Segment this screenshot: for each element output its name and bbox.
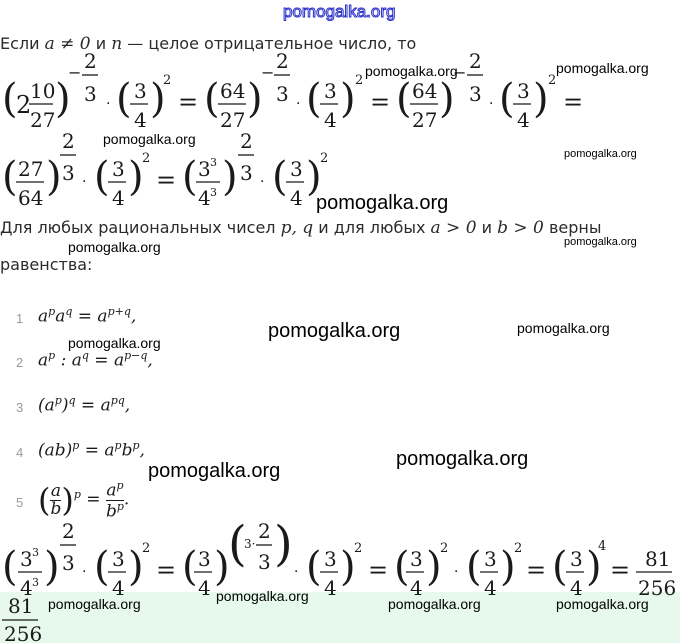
rule-number: 5 [16, 495, 24, 510]
exp-den: 3 [240, 161, 253, 185]
paren-open: ( [2, 76, 18, 122]
paren-open: ( [272, 154, 288, 200]
para-mid: и для любых [313, 218, 431, 237]
frac-den: 4 [517, 108, 530, 132]
mixed-num: 10 [30, 79, 56, 103]
exp-num: 2 [469, 49, 482, 73]
frac-num: 3 [517, 79, 530, 103]
paren-open: ( [94, 544, 110, 590]
power-2: 2 [320, 151, 329, 166]
watermark: pomogalka.org [388, 596, 481, 612]
paren-open: ( [204, 76, 220, 122]
paren-close: ) [44, 544, 60, 590]
power-2: 2 [354, 541, 363, 556]
frac-den: 4 [570, 576, 583, 600]
power-3: 3 [210, 156, 217, 169]
frac-den: 4 [198, 576, 211, 600]
dot: · [260, 174, 265, 190]
paren-close: ) [533, 76, 549, 122]
rules-intro-line2: равенства: [0, 255, 93, 274]
frac-num: 3 [290, 157, 303, 181]
rule-formula: $a^p$ : $a^q = a^{p-q}$, [38, 349, 153, 371]
power-3: 3 [32, 576, 39, 589]
rule-formula: $(a^p)^q = a^{pq}$, [38, 394, 131, 416]
dot: · [106, 96, 111, 112]
frac-num: 3 [198, 547, 211, 571]
dot: · [454, 564, 459, 580]
watermark: pomogalka.org [316, 192, 449, 214]
rules-intro-line1 [0, 218, 601, 238]
paren-close: ) [222, 154, 238, 200]
paren-open: ( [306, 76, 322, 122]
rule-formula: $(ab)^p = a^pb^p$, [38, 439, 145, 461]
rule-number: 2 [16, 355, 24, 370]
paren-close: ) [306, 154, 322, 200]
intro-suffix: — целое отрицательное число, то [122, 34, 417, 53]
intro-condition: a ≠ 0 [44, 34, 91, 54]
exp-num: 2 [276, 49, 289, 73]
exp-num: 2 [62, 129, 75, 153]
equals: = [156, 556, 177, 584]
paren-close: ) [426, 544, 442, 590]
power-3: 3 [32, 546, 39, 559]
power-2: 2 [142, 541, 151, 556]
mixed-den: 27 [30, 108, 56, 132]
paren-open: ( [396, 76, 412, 122]
paren-open: ( [182, 154, 198, 200]
frac-num: 3 [112, 157, 125, 181]
cond-a: a > 0 [430, 218, 477, 238]
mixed-whole: 2 [16, 91, 32, 119]
dot: · [294, 564, 299, 580]
equation-3 [2, 516, 676, 643]
watermark: pomogalka.org [564, 236, 637, 248]
power-2: 2 [163, 73, 172, 88]
paren-close: ) [214, 544, 230, 590]
exp-num: 2 [240, 129, 253, 153]
frac-den: 4 [134, 108, 147, 132]
rule-number: 3 [16, 400, 24, 415]
paren-open: ( [306, 544, 322, 590]
intro-prefix: Если [0, 34, 45, 53]
dot: · [82, 174, 87, 190]
frac-num: 3 [20, 547, 33, 571]
dot: · [296, 96, 301, 112]
frac-den: 4 [198, 186, 211, 210]
watermark: pomogalka.org [556, 596, 649, 612]
power-2: 2 [440, 541, 449, 556]
watermark: pomogalka.org [68, 239, 161, 255]
frac-den: 4 [324, 576, 337, 600]
power-3: 3 [210, 186, 217, 199]
para-prefix: Для любых рациональных чисел [0, 218, 281, 237]
watermark: pomogalka.org [216, 588, 309, 604]
paren-close: ) [247, 76, 263, 122]
paren-open: ( [116, 76, 132, 122]
equation-1 [2, 49, 583, 132]
watermark: pomogalka.org [396, 448, 529, 470]
paren-open: ( [2, 544, 18, 590]
intro-middle: и [90, 34, 112, 53]
frac-num: 27 [18, 157, 44, 181]
paren-open: ( [394, 544, 410, 590]
frac-num: 3 [570, 547, 583, 571]
frac-den: 4 [20, 576, 33, 600]
power-2: 2 [355, 73, 364, 88]
exp-den: 3 [62, 551, 75, 575]
final-den: 256 [638, 576, 677, 600]
para-vars: p, q [280, 218, 314, 238]
equals: = [563, 88, 584, 116]
frac-num: 3 [134, 79, 147, 103]
equals: = [610, 556, 631, 584]
frac-den: 4 [484, 576, 497, 600]
exp-num: 2 [62, 519, 75, 543]
paren-close: ) [340, 76, 356, 122]
paren-open: ( [94, 154, 110, 200]
paren-close: ) [340, 544, 356, 590]
paren-open: ( [2, 154, 18, 200]
frac-num: 64 [220, 79, 246, 103]
rule-number: 1 [16, 311, 24, 326]
intro-n: n [111, 34, 123, 54]
exp-sign: − [261, 63, 275, 82]
frac-den: 27 [220, 108, 246, 132]
paren-close: ) [439, 76, 455, 122]
frac-den: 4 [112, 576, 125, 600]
exp-num: 2 [84, 49, 97, 73]
rule-number: 4 [16, 445, 24, 460]
exp-den: 3 [276, 82, 289, 106]
watermark: pomogalka.org [556, 60, 649, 76]
watermark: pomogalka.org [268, 320, 401, 342]
exp-num: 2 [258, 519, 271, 543]
power-4: 4 [598, 539, 607, 554]
frac-den: 4 [410, 576, 423, 600]
equals: = [156, 166, 177, 194]
paren-open: ( [466, 544, 482, 590]
frac-num: 3 [324, 547, 337, 571]
paren-close: ) [274, 516, 293, 572]
exp-sign: − [453, 63, 467, 82]
para-suffix: верны [543, 218, 602, 237]
exp-den: 3 [469, 82, 482, 106]
dot: · [82, 564, 87, 580]
para-and: и [476, 218, 498, 237]
equals: = [370, 88, 391, 116]
rule-formula: ( $\frac{a}{b}$ )$^p$ = $\frac{a^p}{b^p}$ . [38, 479, 130, 522]
frac-num: 64 [412, 79, 438, 103]
paren-close: ) [55, 76, 71, 122]
watermark: pomogalka.org [48, 596, 141, 612]
paren-open: ( [499, 76, 515, 122]
equals: = [178, 88, 199, 116]
watermark: pomogalka.org [517, 320, 610, 336]
dot: · [489, 96, 494, 112]
exp-sign: − [68, 63, 82, 82]
final-den: 256 [4, 622, 43, 643]
paren-close: ) [128, 544, 144, 590]
paren-close: ) [150, 76, 166, 122]
frac-num: 3 [112, 547, 125, 571]
watermark: pomogalka.org [365, 63, 458, 79]
paren-open: ( [182, 544, 198, 590]
watermark: pomogalka.org [103, 131, 196, 147]
watermark: pomogalka.org [148, 460, 281, 482]
paren-close: ) [46, 154, 62, 200]
frac-num: 3 [410, 547, 423, 571]
paren-close: ) [128, 154, 144, 200]
frac-den: 27 [412, 108, 438, 132]
paren-open: ( [552, 544, 568, 590]
exp-den: 3 [62, 161, 75, 185]
frac-den: 64 [18, 186, 44, 210]
frac-den: 4 [290, 186, 303, 210]
frac-den: 4 [324, 108, 337, 132]
exp-den: 3 [258, 550, 271, 574]
frac-num: 3 [198, 157, 211, 181]
equals: = [368, 556, 389, 584]
frac-den: 4 [112, 186, 125, 210]
rule-formula: $a^pa^q = a^{p+q}$, [38, 305, 137, 327]
site-header[interactable]: pomogalka.org [283, 2, 396, 21]
power-2: 2 [142, 151, 151, 166]
power-2: 2 [514, 541, 523, 556]
paren-open: ( [228, 516, 247, 572]
dot-3: 3· [244, 537, 256, 551]
exp-den: 3 [84, 82, 97, 106]
equals: = [526, 556, 547, 584]
final-num: 81 [645, 547, 671, 571]
watermark: pomogalka.org [564, 148, 637, 160]
final-num: 81 [8, 594, 34, 618]
paren-close: ) [500, 544, 516, 590]
frac-num: 3 [484, 547, 497, 571]
cond-b: b > 0 [497, 218, 544, 238]
paren-close: ) [586, 544, 602, 590]
power-2: 2 [548, 73, 557, 88]
frac-num: 3 [324, 79, 337, 103]
watermark: pomogalka.org [68, 335, 161, 351]
